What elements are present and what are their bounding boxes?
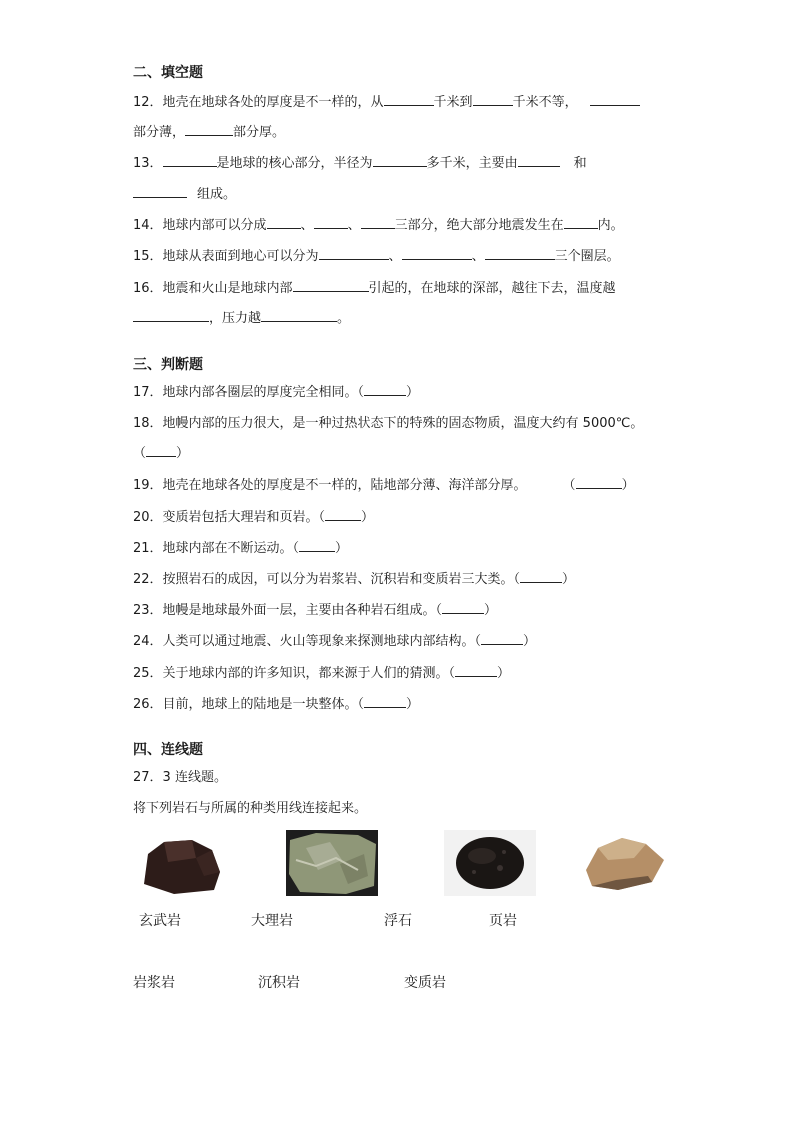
q23-text: 23．地幔是地球最外面一层，主要由各种岩石组成。（ <box>133 603 443 618</box>
question-12-line2 <box>133 121 285 140</box>
match-instruction: 将下列岩石与所属的种类用线连接起来。 <box>133 801 368 816</box>
q13-blank-1[interactable] <box>163 154 217 167</box>
q24-text: 24．人类可以通过地震、火山等现象来探测地球内部结构。（ <box>133 634 482 649</box>
q12-blank-4[interactable] <box>185 123 233 136</box>
q15-blank-1[interactable] <box>319 247 389 260</box>
question-15 <box>133 245 620 264</box>
shale-rock-image <box>578 830 670 896</box>
question-25 <box>133 662 510 681</box>
question-18-line1 <box>133 412 643 431</box>
q13-blank-2[interactable] <box>373 154 427 167</box>
q21-text: 21．地球内部在不断运动。（ <box>133 541 300 556</box>
q12-text-b: 千米到 <box>433 95 473 110</box>
q23-close: ） <box>484 603 498 618</box>
q26-text: 26．目前，地球上的陆地是一块整体。（ <box>133 697 365 712</box>
q18-answer-blank[interactable] <box>146 444 176 457</box>
q20-answer-blank[interactable] <box>325 508 361 521</box>
question-16-line2 <box>133 307 350 326</box>
q13-text-c: 多千米，主要由 <box>426 156 518 171</box>
q18-text: 18．地幔内部的压力很大，是一种过热状态下的特殊的固态物质，温度大约有 5000℃。 <box>133 416 644 431</box>
q14-blank-3[interactable] <box>361 216 395 229</box>
q12-text-e: 部分厚。 <box>233 125 286 140</box>
type-label-sedimentary[interactable]: 沉积岩 <box>258 975 300 991</box>
q13-text-e: 组成。 <box>197 187 237 202</box>
q16-blank-2[interactable] <box>133 309 209 322</box>
q20-close: ） <box>361 510 375 525</box>
q19-open: （ <box>562 478 576 493</box>
q22-text: 22．按照岩石的成因，可以分为岩浆岩、沉积岩和变质岩三大类。（ <box>133 572 521 587</box>
q14-text-b: 、 <box>300 218 314 233</box>
q25-close: ） <box>497 666 511 681</box>
q12-blank-3[interactable] <box>590 93 640 106</box>
q15-text-b: 、 <box>388 249 402 264</box>
question-26 <box>133 693 419 712</box>
q16-text-d: 。 <box>337 311 351 326</box>
q25-answer-blank[interactable] <box>455 664 497 677</box>
question-22 <box>133 568 575 587</box>
rock-label-marble[interactable]: 大理岩 <box>251 913 293 929</box>
q14-text-d: 三部分，绝大部分地震发生在 <box>394 218 564 233</box>
section-match-title: 四、连线题 <box>133 742 203 758</box>
q16-text-c: ，压力越 <box>209 311 262 326</box>
q13-text-d: 和 <box>573 156 587 171</box>
q17-answer-blank[interactable] <box>364 383 406 396</box>
question-12-line1 <box>133 91 640 110</box>
q26-answer-blank[interactable] <box>364 695 406 708</box>
q22-close: ） <box>562 572 576 587</box>
q14-blank-2[interactable] <box>314 216 348 229</box>
question-17 <box>133 381 419 400</box>
q22-answer-blank[interactable] <box>520 570 562 583</box>
q14-text-c: 、 <box>347 218 361 233</box>
rock-label-basalt[interactable]: 玄武岩 <box>139 913 181 929</box>
q21-close: ） <box>335 541 349 556</box>
question-13-line1 <box>133 152 587 171</box>
q12-text-c: 千米不等， <box>512 95 578 110</box>
section-fill-title: 二、填空题 <box>133 65 203 81</box>
type-label-igneous[interactable]: 岩浆岩 <box>133 975 175 991</box>
question-21 <box>133 537 348 556</box>
q23-answer-blank[interactable] <box>442 601 484 614</box>
question-20 <box>133 506 374 525</box>
basalt-rock-image <box>134 832 226 898</box>
q18-open: （ <box>133 446 147 461</box>
q15-text-a: 15．地球从表面到地心可以分为 <box>133 249 319 264</box>
q13-text-a: 13． <box>133 156 163 171</box>
q14-text-a: 14．地球内部可以分成 <box>133 218 267 233</box>
type-label-metamorphic[interactable]: 变质岩 <box>404 975 446 991</box>
pumice-rock-image <box>444 830 536 896</box>
q24-answer-blank[interactable] <box>481 632 523 645</box>
q16-text-a: 16．地震和火山是地球内部 <box>133 281 293 296</box>
question-18-line2 <box>133 442 189 461</box>
q21-answer-blank[interactable] <box>299 539 335 552</box>
marble-rock-image <box>286 830 378 896</box>
q16-text-b: 引起的，在地球的深部，越往下去，温度越 <box>368 281 616 296</box>
q13-blank-4[interactable] <box>133 185 187 198</box>
q15-blank-3[interactable] <box>485 247 555 260</box>
q16-blank-1[interactable] <box>293 279 369 292</box>
q13-text-b: 是地球的核心部分，半径为 <box>216 156 373 171</box>
question-16-line1 <box>133 277 616 296</box>
question-23 <box>133 599 497 618</box>
question-13-line2 <box>133 183 236 202</box>
q16-blank-3[interactable] <box>261 309 337 322</box>
q15-text-c: 、 <box>471 249 485 264</box>
q26-close: ） <box>406 697 420 712</box>
q12-blank-1[interactable] <box>384 93 434 106</box>
q12-text-d: 部分薄， <box>133 125 186 140</box>
q12-blank-2[interactable] <box>473 93 513 106</box>
q19-answer-blank[interactable] <box>576 476 622 489</box>
q24-close: ） <box>523 634 537 649</box>
q17-text: 17．地球内部各圈层的厚度完全相同。（ <box>133 385 365 400</box>
q20-text: 20．变质岩包括大理岩和页岩。（ <box>133 510 326 525</box>
question-27: 27．3 连线题。 <box>133 770 227 785</box>
question-19 <box>133 474 635 493</box>
q14-blank-1[interactable] <box>267 216 301 229</box>
q18-close: ） <box>176 446 190 461</box>
q17-close: ） <box>406 385 420 400</box>
question-24 <box>133 630 536 649</box>
section-judge-title: 三、判断题 <box>133 357 203 373</box>
rock-label-shale[interactable]: 页岩 <box>489 913 517 929</box>
q25-text: 25．关于地球内部的许多知识，都来源于人们的猜测。（ <box>133 666 456 681</box>
q14-text-e: 内。 <box>597 218 624 233</box>
q19-close: ） <box>621 478 635 493</box>
q19-text: 19．地壳在地球各处的厚度是不一样的，陆地部分薄、海洋部分厚。 <box>133 478 527 493</box>
q13-blank-3[interactable] <box>518 154 560 167</box>
q15-blank-2[interactable] <box>402 247 472 260</box>
question-14 <box>133 214 624 233</box>
q15-text-d: 三个圈层。 <box>554 249 620 264</box>
q12-text-a: 12．地壳在地球各处的厚度是不一样的，从 <box>133 95 384 110</box>
q14-blank-4[interactable] <box>564 216 598 229</box>
rock-label-pumice[interactable]: 浮石 <box>384 913 412 929</box>
